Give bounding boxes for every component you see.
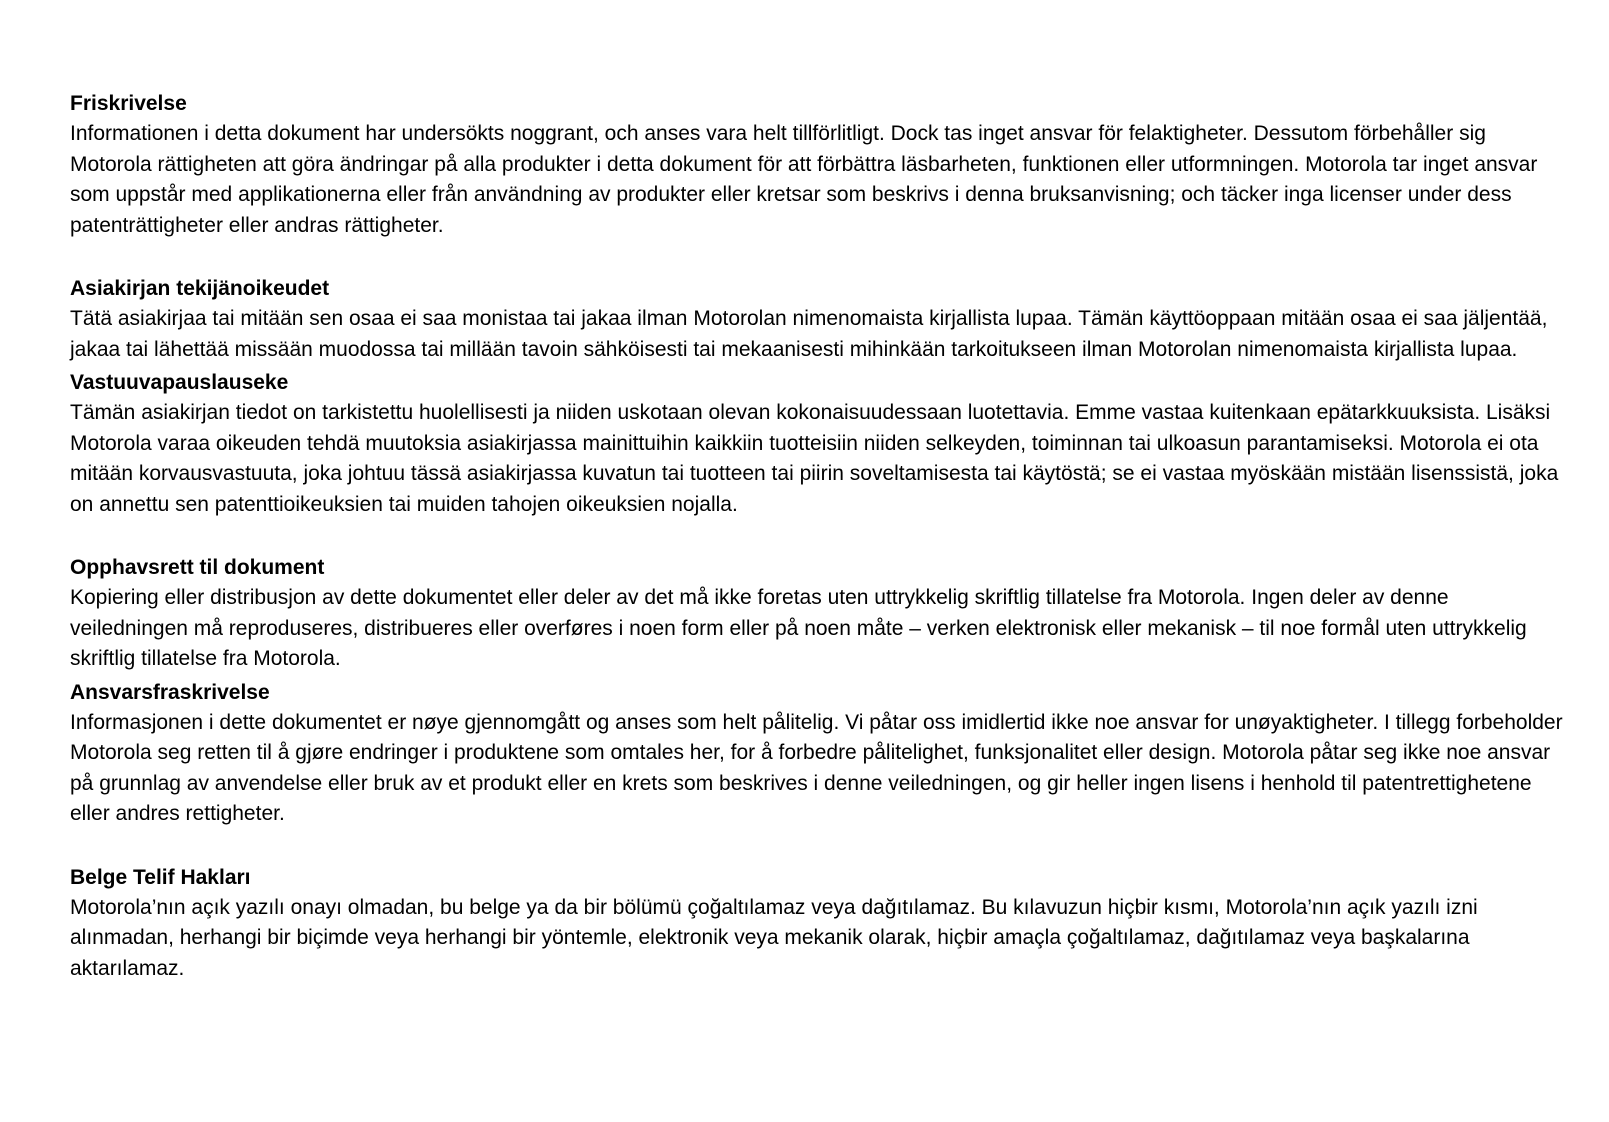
section-swedish-disclaimer bbox=[70, 88, 1570, 241]
section-heading: Vastuuvapauslauseke bbox=[70, 371, 289, 394]
section-finnish-copyright bbox=[70, 273, 1570, 365]
section-norwegian-copyright bbox=[70, 552, 1570, 675]
section-body: Motorola’nın açık yazılı onayı olmadan, bu belge ya da bir bölümü çoğaltılamaz veya dağıtılamaz. Bu kılavuzun hiçbir kısmı, Motorola’nın açık yazılı izni alınmadan, herhangi bir biçimde veya herhangi bir yöntemle, elektronik veya mekanik olarak, hiçbir amaçla çoğaltılamaz, dağıtılamaz veya başkalarına aktarılamaz. bbox=[70, 895, 1478, 980]
section-spacer bbox=[70, 241, 1570, 273]
section-finnish-disclaimer bbox=[70, 367, 1570, 520]
section-turkish-copyright bbox=[70, 862, 1570, 985]
section-body: Kopiering eller distribusjon av dette dokumentet eller deler av det må ikke foretas uten uttrykkelig skriftlig tillatelse fra Motorola. Ingen deler av denne veiledningen må reproduseres, distribueres eller overføres i noen form eller på noen måte – verken elektronisk eller mekanisk – til noe formål uten uttrykkelig skriftlig tillatelse fra Motorola. bbox=[70, 586, 1527, 670]
section-body: Tätä asiakirjaa tai mitään sen osaa ei saa monistaa tai jakaa ilman Motorolan nimenomaista kirjallista lupaa. Tämän käyttöoppaan mitään osaa ei saa jäljentää, jakaa tai lähettää missään muodossa tai millään tavoin sähköisesti tai mekaanisesti mihinkään tarkoitukseen ilman Motorolan nimenomaista kirjallista lupaa. bbox=[70, 307, 1548, 361]
section-body: Informasjonen i dette dokumentet er nøye gjennomgått og anses som helt pålitelig. Vi påtar oss imidlertid ikke noe ansvar for unøyaktigheter. I tillegg forbeholder Motorola seg retten til å gjøre endringer i produktene som omtales her, for å forbedre pålitelighet, funksjonalitet eller design. Motorola påtar seg ikke noe ansvar på grunnlag av anvendelse eller bruk av et produkt eller en krets som beskrives i denne veiledningen, og gir heller ingen lisens i henhold til patentrettighetene eller andres rettigheter. bbox=[70, 710, 1563, 825]
document-page bbox=[70, 88, 1570, 984]
section-heading: Ansvarsfraskrivelse bbox=[70, 680, 270, 704]
section-heading: Asiakirjan tekijänoikeudet bbox=[70, 277, 330, 300]
section-norwegian-disclaimer bbox=[70, 677, 1570, 830]
section-heading: Belge Telif Hakları bbox=[70, 865, 251, 889]
section-heading: Friskrivelse bbox=[70, 92, 187, 115]
section-body: Informationen i detta dokument har undersökts noggrant, och anses vara helt tillförlitligt. Dock tas inget ansvar för felaktigheter. Dessutom förbehåller sig Motorola rättigheten att göra ändringar på alla produkter i detta dokument för att förbättra läsbarheten, funktionen eller utformningen. Motorola tar inget ansvar som uppstår med applikationerna eller från användning av produkter eller kretsar som beskrivs i denna bruksanvisning; och täcker inga licenser under dess patenträttigheter eller andras rättigheter. bbox=[70, 122, 1538, 237]
section-heading: Opphavsrett til dokument bbox=[70, 556, 325, 579]
section-body: Tämän asiakirjan tiedot on tarkistettu huolellisesti ja niiden uskotaan olevan kokonaisuudessaan luotettavia. Emme vastaa kuitenkaan epätarkkuuksista. Lisäksi Motorola varaa oikeuden tehdä muutoksia asiakirjassa mainittuihin kaikkiin tuotteisiin niiden selkeyden, toiminnan tai ulkoasun parantamiseksi. Motorola ei ota mitään korvausvastuuta, joka johtuu tässä asiakirjassa kuvatun tai tuotteen tai piirin soveltamisesta tai käytöstä; se ei vastaa myöskään mistään lisenssistä, joka on annettu sen patenttioikeuksien tai muiden tahojen oikeuksien nojalla. bbox=[70, 401, 1559, 516]
section-spacer bbox=[70, 830, 1570, 862]
section-spacer bbox=[70, 520, 1570, 552]
